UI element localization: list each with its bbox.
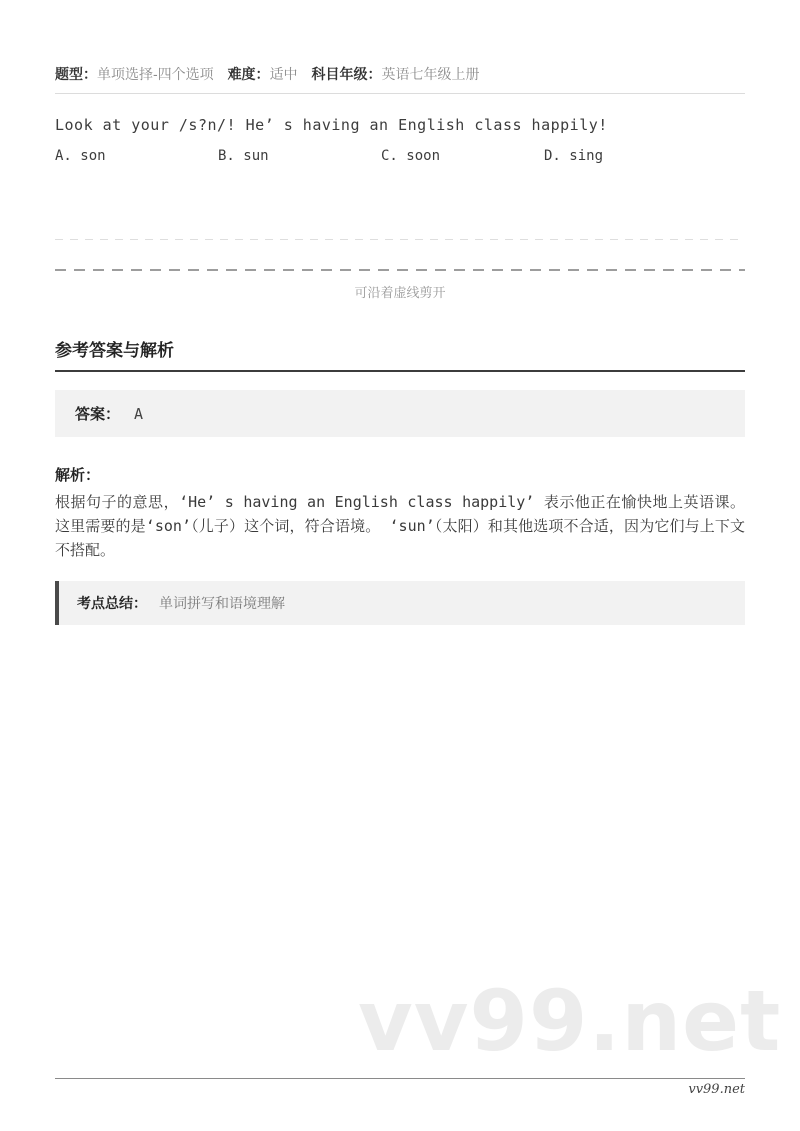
answer-section-title: 参考答案与解析: [55, 336, 745, 372]
question-meta-row: [55, 66, 745, 83]
site-watermark: vv99.net: [358, 972, 782, 1070]
option-b: B. sun: [218, 148, 269, 164]
keypoint-label: 考点总结：: [77, 595, 147, 611]
page-footer: [55, 1078, 745, 1097]
options-row: [55, 148, 745, 164]
cut-dashed-line-light: [55, 239, 745, 240]
option-d: D. sing: [544, 148, 604, 164]
meta-grade-label: 科目年级：: [311, 66, 382, 82]
cut-dashed-line-dark: [55, 269, 745, 271]
keypoint-value: 单词拼写和语境理解: [159, 595, 285, 611]
meta-type-value: 单项选择-四个选项: [97, 66, 214, 82]
question-text: Look at your /s?n/! He’ s having an English class happily!: [55, 116, 608, 134]
answer-box: [55, 390, 745, 437]
meta-difficulty-value: 适中: [269, 66, 298, 82]
answer-label: 答案：: [75, 406, 121, 423]
header-divider: [55, 93, 745, 94]
answer-value: A: [134, 405, 144, 423]
footer-site-name: vv99.net: [688, 1082, 745, 1097]
keypoint-summary-box: [55, 581, 745, 625]
meta-type-label: 题型：: [55, 66, 97, 82]
analysis-label: 解析：: [55, 467, 101, 484]
option-c: C. soon: [381, 148, 441, 164]
meta-difficulty-label: 难度：: [227, 66, 270, 82]
page-content: [55, 0, 745, 625]
analysis-text: 根据句子的意思，‘He’ s having an English class happily’ 表示他正在愉快地上英语课。这里需要的是‘son’（儿子）这个词，符合语境。 ‘sun’（太阳）和其他选项不合适，因为它们与上下文不搭配。: [55, 493, 745, 559]
option-a: A. son: [55, 148, 106, 164]
meta-grade-value: 英语七年级上册: [381, 66, 480, 82]
cut-line-label: 可沿着虚线剪开: [354, 285, 446, 300]
